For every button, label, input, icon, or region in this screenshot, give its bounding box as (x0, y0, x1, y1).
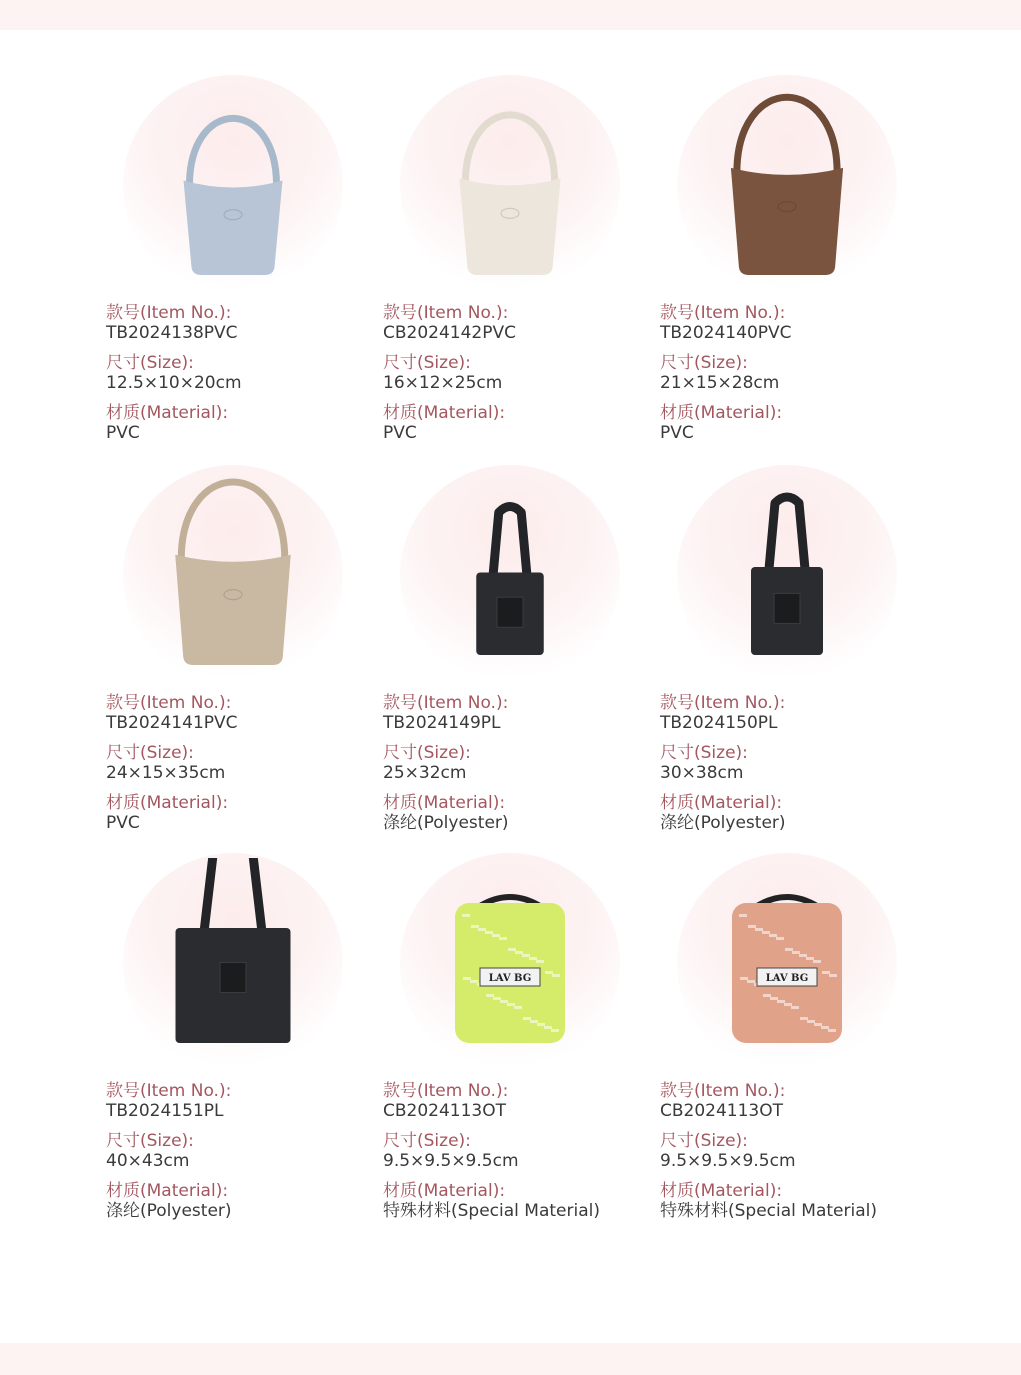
material-value: PVC (383, 423, 417, 443)
size-label: 尺寸(Size): (660, 1131, 748, 1151)
logo-patch (774, 593, 800, 623)
texture-fleck (748, 925, 756, 928)
brand-label-text: LAV BG (765, 973, 809, 984)
bag-image (687, 470, 887, 675)
texture-fleck (486, 994, 494, 997)
texture-fleck (763, 994, 771, 997)
texture-fleck (514, 1006, 522, 1009)
material-label: 材质(Material): (383, 793, 506, 813)
texture-fleck (762, 931, 770, 934)
texture-fleck (544, 1026, 552, 1029)
bag-body (731, 168, 843, 275)
size-value: 12.5×10×20cm (106, 373, 242, 393)
size-label: 尺寸(Size): (106, 1131, 194, 1151)
size-value: 21×15×28cm (660, 373, 780, 393)
texture-fleck (739, 914, 747, 917)
material-label: 材质(Material): (660, 403, 783, 423)
brand-label-text: LAV BG (488, 973, 532, 984)
item-no-label: 款号(Item No.): (106, 693, 232, 713)
item-no-value: TB2024141PVC (106, 713, 238, 733)
texture-fleck (784, 1003, 792, 1006)
texture-fleck (552, 974, 560, 977)
item-no-label: 款号(Item No.): (660, 303, 786, 323)
item-no-label: 款号(Item No.): (660, 693, 786, 713)
texture-fleck (806, 957, 814, 960)
size-label: 尺寸(Size): (106, 353, 194, 373)
logo-patch (497, 597, 523, 627)
size-value: 40×43cm (106, 1151, 190, 1171)
texture-fleck (814, 1023, 822, 1026)
texture-fleck (828, 1029, 836, 1032)
product-card (106, 75, 386, 445)
texture-fleck (776, 937, 784, 940)
material-label: 材质(Material): (383, 403, 506, 423)
texture-fleck (492, 934, 500, 937)
texture-fleck (769, 934, 777, 937)
size-value: 24×15×35cm (106, 763, 226, 783)
bag-handle (465, 115, 554, 187)
texture-fleck (813, 960, 821, 963)
texture-fleck (493, 997, 501, 1000)
texture-fleck (545, 971, 553, 974)
bag-image (410, 470, 610, 675)
product-card (660, 75, 940, 445)
product-card (106, 465, 386, 835)
product-card (660, 465, 940, 835)
bottom-band (0, 1343, 1021, 1375)
product-card (383, 853, 663, 1223)
bag-body (459, 178, 560, 275)
item-no-value: CB2024113OT (383, 1101, 507, 1121)
item-no-value: TB2024149PL (383, 713, 501, 733)
size-label: 尺寸(Size): (660, 353, 748, 373)
item-no-label: 款号(Item No.): (106, 303, 232, 323)
texture-fleck (499, 937, 507, 940)
bag-image (133, 858, 333, 1063)
product-info (383, 1081, 663, 1231)
texture-fleck (829, 974, 837, 977)
material-label: 材质(Material): (383, 1181, 506, 1201)
texture-fleck (485, 931, 493, 934)
material-label: 材质(Material): (106, 403, 229, 423)
bag-image (687, 858, 887, 1063)
bag-image (410, 858, 610, 1063)
texture-fleck (792, 951, 800, 954)
bag-image (133, 470, 333, 675)
texture-fleck (791, 1006, 799, 1009)
texture-fleck (508, 948, 516, 951)
item-no-value: CB2024113OT (660, 1101, 784, 1121)
material-value: 涤纶(Polyester) (106, 1201, 232, 1221)
item-no-label: 款号(Item No.): (106, 1081, 232, 1101)
product-info (106, 693, 386, 843)
product-info (660, 303, 940, 453)
size-label: 尺寸(Size): (383, 743, 471, 763)
bag-handle (737, 97, 837, 176)
item-no-label: 款号(Item No.): (383, 1081, 509, 1101)
texture-fleck (747, 980, 755, 983)
item-no-value: TB2024138PVC (106, 323, 238, 343)
bag-image (410, 80, 610, 285)
bag-handle (769, 497, 805, 569)
bag-body (175, 555, 291, 665)
size-value: 30×38cm (660, 763, 744, 783)
product-info (383, 693, 663, 843)
texture-fleck (536, 960, 544, 963)
item-no-label: 款号(Item No.): (383, 693, 509, 713)
bag-image (133, 80, 333, 285)
texture-fleck (807, 1020, 815, 1023)
size-value: 9.5×9.5×9.5cm (660, 1151, 796, 1171)
material-label: 材质(Material): (660, 1181, 783, 1201)
item-no-label: 款号(Item No.): (383, 303, 509, 323)
texture-fleck (530, 1020, 538, 1023)
size-value: 16×12×25cm (383, 373, 503, 393)
material-value: 涤纶(Polyester) (660, 813, 786, 833)
material-value: PVC (106, 813, 140, 833)
texture-fleck (471, 925, 479, 928)
material-value: PVC (660, 423, 694, 443)
item-no-value: TB2024151PL (106, 1101, 224, 1121)
texture-fleck (551, 1029, 559, 1032)
material-value: PVC (106, 423, 140, 443)
texture-fleck (462, 914, 470, 917)
product-info (660, 693, 940, 843)
product-card (106, 853, 386, 1223)
texture-fleck (507, 1003, 515, 1006)
size-value: 25×32cm (383, 763, 467, 783)
texture-fleck (785, 948, 793, 951)
texture-fleck (770, 997, 778, 1000)
material-label: 材质(Material): (660, 793, 783, 813)
bag-image (687, 80, 887, 285)
material-label: 材质(Material): (106, 1181, 229, 1201)
material-value: 特殊材料(Special Material) (660, 1201, 877, 1221)
material-value: 特殊材料(Special Material) (383, 1201, 600, 1221)
size-label: 尺寸(Size): (383, 1131, 471, 1151)
size-label: 尺寸(Size): (383, 353, 471, 373)
texture-fleck (478, 928, 486, 931)
size-value: 9.5×9.5×9.5cm (383, 1151, 519, 1171)
product-card (660, 853, 940, 1223)
size-label: 尺寸(Size): (660, 743, 748, 763)
material-value: 涤纶(Polyester) (383, 813, 509, 833)
bag-handle (189, 118, 276, 188)
texture-fleck (523, 1017, 531, 1020)
product-card (383, 75, 663, 445)
texture-fleck (799, 954, 807, 957)
texture-fleck (529, 957, 537, 960)
texture-fleck (522, 954, 530, 957)
product-info (383, 303, 663, 453)
item-no-value: TB2024140PVC (660, 323, 792, 343)
texture-fleck (500, 1000, 508, 1003)
logo-patch (220, 963, 246, 993)
texture-fleck (470, 980, 478, 983)
texture-fleck (463, 977, 471, 980)
bag-handle (493, 507, 527, 575)
top-band (0, 0, 1021, 30)
product-card (383, 465, 663, 835)
texture-fleck (822, 971, 830, 974)
texture-fleck (740, 977, 748, 980)
product-info (106, 1081, 386, 1231)
bag-handle (204, 858, 262, 930)
texture-fleck (537, 1023, 545, 1026)
texture-fleck (800, 1017, 808, 1020)
product-info (660, 1081, 940, 1231)
texture-fleck (821, 1026, 829, 1029)
item-no-label: 款号(Item No.): (660, 1081, 786, 1101)
texture-fleck (515, 951, 523, 954)
product-info (106, 303, 386, 453)
bag-body (184, 181, 283, 276)
material-label: 材质(Material): (106, 793, 229, 813)
item-no-value: TB2024150PL (660, 713, 778, 733)
texture-fleck (755, 928, 763, 931)
item-no-value: CB2024142PVC (383, 323, 516, 343)
bag-handle (181, 482, 285, 563)
texture-fleck (777, 1000, 785, 1003)
size-label: 尺寸(Size): (106, 743, 194, 763)
